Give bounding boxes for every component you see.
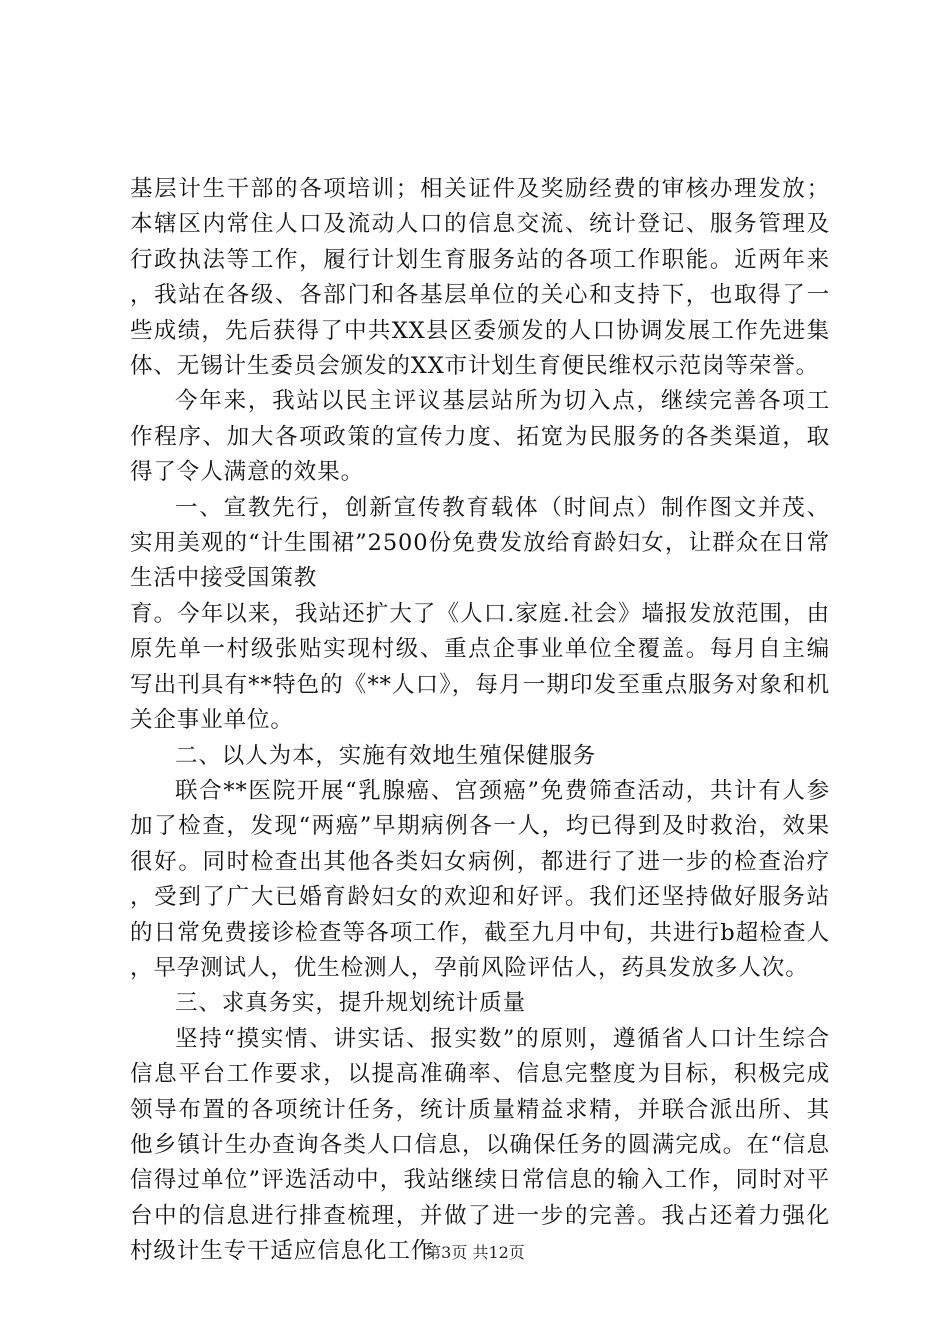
section-heading-2: 二、以人为本，实施有效地生殖保健服务 xyxy=(175,742,597,769)
section-heading-3: 三、求真务实，提升规划统计质量 xyxy=(175,990,527,1017)
paragraph-publicity: 育。今年以来，我站还扩大了《人口.家庭.社会》墙报发放范围，由原先单一村级张贴实现村级、重点企事业单位全覆盖。每月自主编写出刊具有**特色的《**人口》，每月一期印发至重点服务对象和机关企事业单位。 xyxy=(130,600,830,734)
paragraph-statistics: 坚持“摸实情、讲实话、报实数”的原则，遵循省人口计生综合信息平台工作要求，以提高准确率、信息完整度为目标，积极完成领导布置的各项统计任务，统计质量精益求精，并联合派出所、其他乡镇计生办查询各类人口信息，以确保任务的圆满完成。在“信息信得过单位”评选活动中，我站继续日常信息的输入工作，同时对平台中的信息进行排查梳理，并做了进一步的完善。我占还着力强化村级计生专干适应信息化工作 xyxy=(130,1025,830,1265)
paragraph-this-year: 今年来，我站以民主评议基层站所为切入点，继续完善各项工作程序、加大各项政策的宣传力度、拓宽为民服务的各类渠道，取得了令人满意的效果。 xyxy=(130,388,830,486)
paragraph-intro-continuation: 基层计生干部的各项培训；相关证件及奖励经费的审核办理发放；本辖区内常住人口及流动人口的信息交流、统计登记、服务管理及行政执法等工作，履行计划生育服务站的各项工作职能。近两年来，我站在各级、各部门和各基层单位的关心和支持下，也取得了一些成绩，先后获得了中共XX县区委颁发的人口协调发展工作先进集体、无锡计生委员会颁发的XX市计划生育便民维权示范岗等荣誉。 xyxy=(130,176,830,380)
section-heading-1: 一、宣教先行，创新宣传教育载体（时间点）制作图文并茂、实用美观的“计生围裙”2500份免费发放给育龄妇女，让群众在日常生活中接受国策教 xyxy=(130,494,830,592)
page-number-footer: 第3页 共12页 xyxy=(425,1243,525,1262)
document-body xyxy=(130,172,830,1270)
paragraph-health-service: 联合**医院开展“乳腺癌、宫颈癌”免费筛查活动，共计有人参加了检查，发现“两癌”早期病例各一人，均已得到及时救治，效果很好。同时检查出其他各类妇女病例，都进行了进一步的检查治疗，受到了广大已婚育龄妇女的欢迎和好评。我们还坚持做好服务站的日常免费接诊检查等各项工作，截至九月中旬，共进行b超检查人，早孕测试人，优生检测人，孕前风险评估人，药具发放多人次。 xyxy=(130,777,830,981)
